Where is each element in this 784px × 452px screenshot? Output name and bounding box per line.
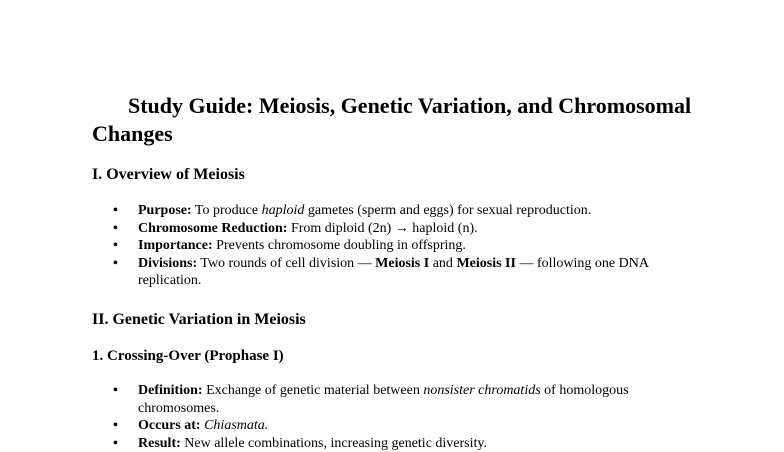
bullet-key: Importance: [138,238,213,254]
bullet-bold-term: Meiosis I [375,255,430,271]
list-item [92,237,692,255]
bullet-key: Divisions: [138,255,198,271]
bullet-key: Definition: [138,383,203,398]
bullet-text: gametes (sperm and eggs) for sexual reproduction. [304,203,592,218]
bullet-text: and [429,255,457,271]
bullet-key: Result: [138,435,181,451]
bullet-text: New allele combinations, increasing genetic diversity. [180,435,487,451]
bullet-emphasis: Chiasmata. [204,418,269,434]
list-item [92,202,692,220]
bullet-key: Purpose: [138,203,192,218]
subsection-heading-crossing-over: 1. Crossing-Over (Prophase I) [92,348,284,364]
bullet-key: Occurs at: [138,418,201,434]
list-item [92,417,692,435]
overview-bullet-list [92,202,692,290]
list-item [92,220,692,238]
list-item [92,435,692,452]
bullet-marker: • [113,220,118,236]
bullet-text: Prevents chromosome doubling in offspring. [212,238,466,254]
bullet-text: From diploid (2n) → haploid (n). [287,220,478,236]
bullet-marker: • [113,203,118,218]
bullet-text: of homologous chromosomes. [138,383,629,416]
section-heading-overview: I. Overview of Meiosis [92,166,245,183]
bullet-marker: • [113,255,118,271]
bullet-marker: • [113,238,118,254]
bullet-marker: • [113,383,118,398]
bullet-marker: • [113,435,118,451]
bullet-text: Two rounds of cell division — [197,255,376,271]
bullet-bold-term: Meiosis II [456,255,516,271]
section-heading-genetic-variation: II. Genetic Variation in Meiosis [92,311,306,328]
bullet-text: Exchange of genetic material between [202,383,424,398]
bullet-text: — following one DNA replication. [138,255,649,289]
bullet-emphasis: nonsister chromatids [423,383,541,398]
bullet-marker: • [113,418,118,434]
crossing-over-bullet-list [92,382,692,452]
bullet-emphasis: haploid [261,203,305,218]
list-item [92,382,692,417]
page-title: Study Guide: Meiosis, Genetic Variation, and Chromosomal Changes [92,93,692,146]
bullet-text: To produce [191,203,262,218]
list-item [92,255,692,290]
bullet-key: Chromosome Reduction: [138,220,288,236]
